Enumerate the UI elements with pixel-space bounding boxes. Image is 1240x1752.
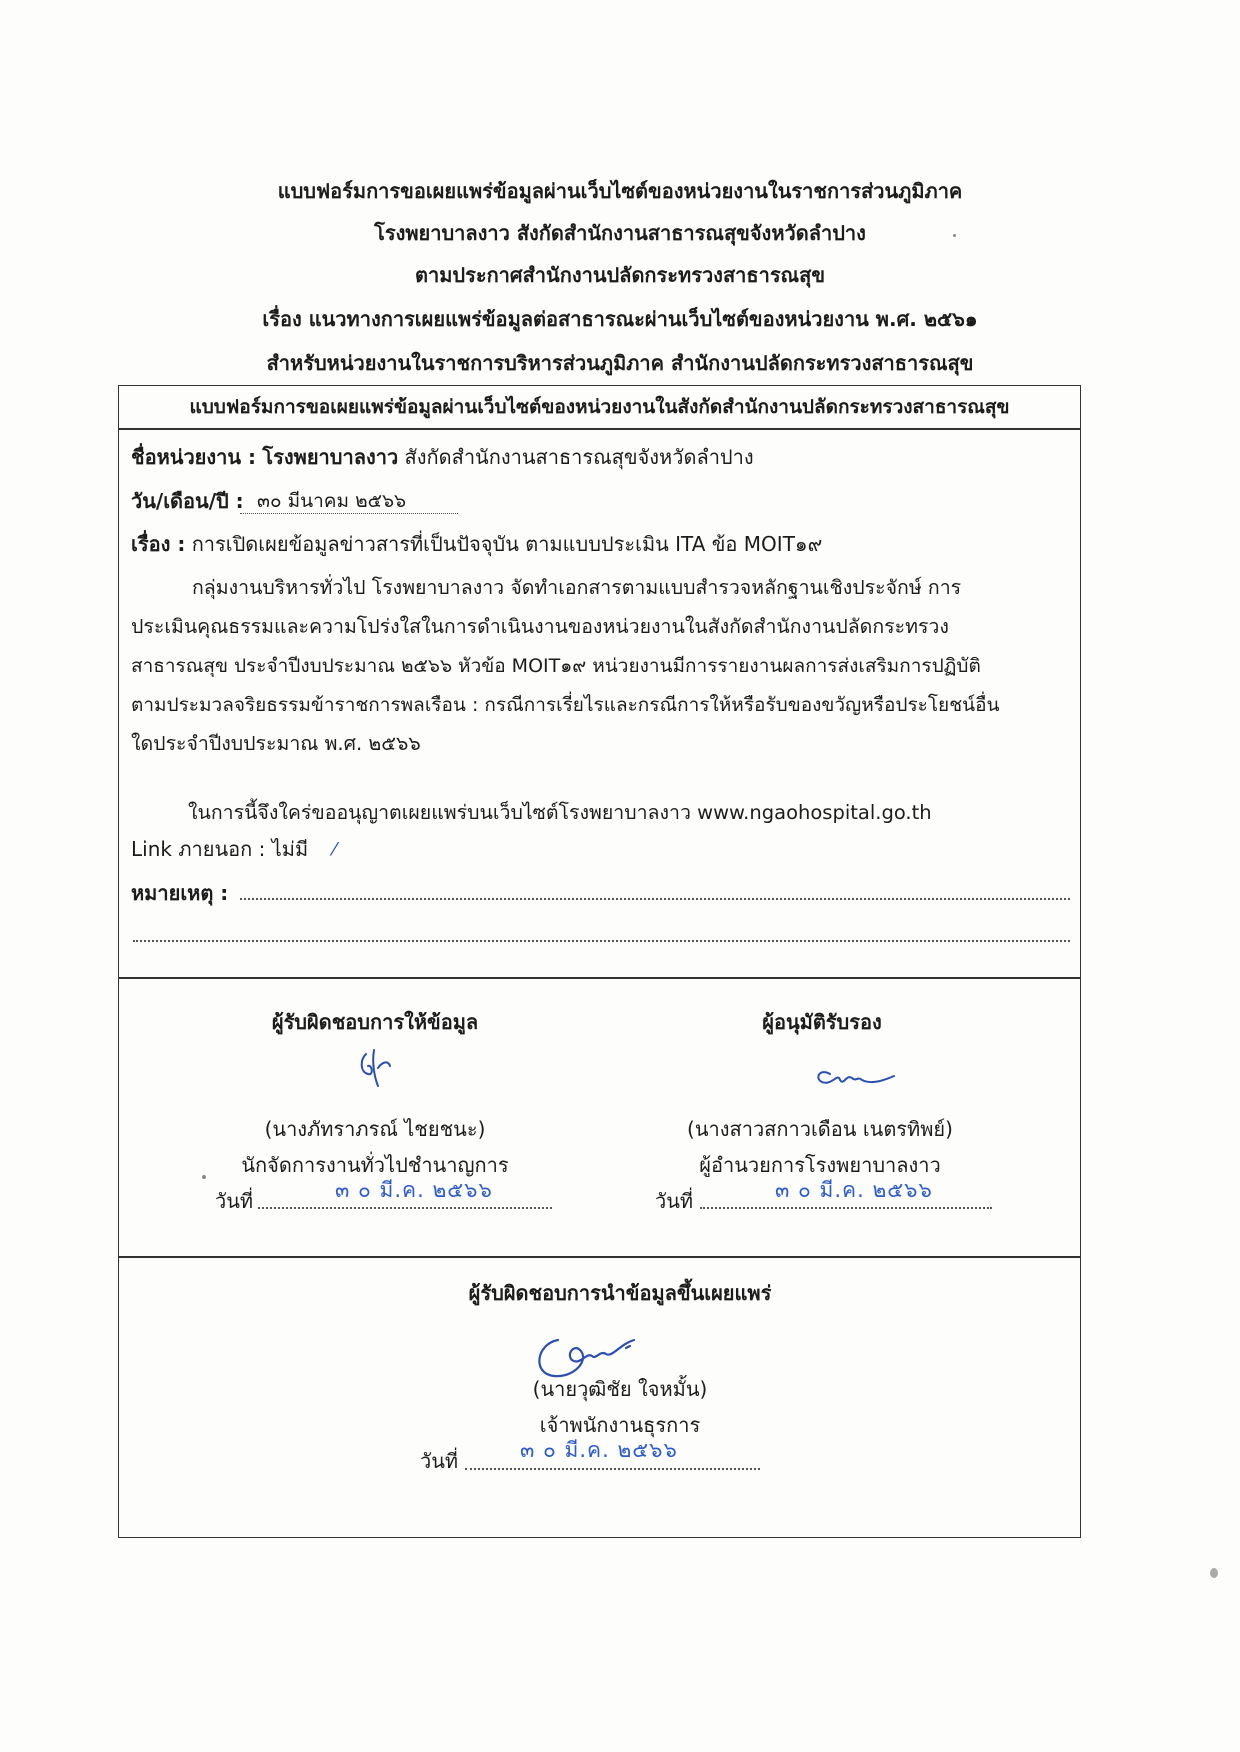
date-value: ๓๐ มีนาคม ๒๕๖๖ [257, 490, 407, 512]
body-line-4: ตามประมวลจริยธรรมข้าราชการพลเรือน : กรณีการเรี่ยไรและกรณีการให้หรือรับของขวัญหรือประโยชน์อื่น [131, 694, 1000, 716]
header-line-2: โรงพยาบาลงาว สังกัดสำนักงานสาธารณสุขจังหวัดลำปาง [374, 221, 866, 245]
remark-dotted-line-1 [240, 898, 1070, 900]
approver-heading: ผู้อนุมัติรับรอง [762, 1010, 882, 1034]
request-text: ในการนี้จึงใคร่ขออนุญาตเผยแพร่บนเว็บไซต์โรงพยาบาลงาว www.ngaohospital.go.th [188, 801, 932, 824]
subject-value: การเปิดเผยข้อมูลข่าวสารที่เป็นปัจจุบัน ตามแบบประเมิน ITA ข้อ MOIT๑๙ [191, 532, 823, 556]
link-row [131, 836, 308, 862]
provider-date-label: วันที่ [215, 1189, 254, 1213]
header-line-3: ตามประกาศสำนักงานปลัดกระทรวงสาธารณสุข [414, 263, 825, 287]
date-label: วัน/เดือน/ปี : [131, 489, 244, 513]
form-title: แบบฟอร์มการขอเผยแพร่ข้อมูลผ่านเว็บไซต์ของหน่วยงานในสังกัดสำนักงานปลัดกระทรวงสาธารณสุข [189, 396, 1010, 418]
body-line-2: ประเมินคุณธรรมและความโปร่งใสในการดำเนินงานของหน่วยงานในสังกัดสำนักงานปลัดกระทรวง [131, 615, 949, 638]
header-line-5: สำหรับหน่วยงานในราชการบริหารส่วนภูมิภาค สำนักงานปลัดกระทรวงสาธารณสุข [266, 351, 974, 375]
provider-position: นักจัดการงานทั่วไปชำนาญการ [241, 1153, 509, 1177]
approver-date-line [700, 1207, 992, 1209]
publisher-position: เจ้าพนักงานธุรการ [539, 1413, 701, 1437]
header-line-1: แบบฟอร์มการขอเผยแพร่ข้อมูลผ่านเว็บไซต์ของหน่วยงานในราชการส่วนภูมิภาค [277, 179, 963, 203]
unit-label: ชื่อหน่วยงาน : [131, 445, 257, 469]
provider-date-handwritten: ๓ ๐ มี.ค. ๒๕๖๖ [335, 1178, 493, 1202]
subject-row [131, 531, 822, 557]
provider-date-line [258, 1207, 552, 1209]
publisher-date-label: วันที่ [420, 1449, 459, 1473]
unit-value-hospital: โรงพยาบาลงาว [262, 445, 399, 469]
approver-position: ผู้อำนวยการโรงพยาบาลงาว [699, 1153, 941, 1177]
approver-date-handwritten: ๓ ๐ มี.ค. ๒๕๖๖ [775, 1178, 933, 1202]
unit-row [131, 444, 754, 470]
body-line-5: ใดประจำปีงบประมาณ พ.ศ. ๒๕๖๖ [131, 732, 421, 755]
unit-value-office: สังกัดสำนักงานสาธารณสุขจังหวัดลำปาง [404, 445, 754, 469]
approver-signature [810, 1062, 896, 1092]
header-line-4: เรื่อง แนวทางการเผยแพร่ข้อมูลต่อสาธารณะผ่านเว็บไซต์ของหน่วยงาน พ.ศ. ๒๕๖๑ [262, 307, 978, 331]
scan-speck [202, 1175, 206, 1179]
body-line-1: กลุ่มงานบริหารทั่วไป โรงพยาบาลงาว จัดทำเอกสารตามแบบสำรวจหลักฐานเชิงประจักษ์ การ [192, 576, 962, 599]
approver-name: (นางสาวสกาวเดือน เนตรทิพย์) [687, 1117, 953, 1141]
body-line-3: สาธารณสุข ประจำปีงบประมาณ ๒๕๖๖ หัวข้อ MOIT๑๙ หน่วยงานมีการรายงานผลการส่งเสริมการปฏิบัติ [131, 655, 981, 677]
remark-dotted-line-2 [133, 940, 1070, 942]
scan-speck [1210, 1568, 1218, 1578]
pen-tick-mark: ⁄ [333, 839, 337, 860]
publisher-name: (นายวุฒิชัย ใจหมั้น) [532, 1377, 708, 1401]
remark-label: หมายเหตุ : [131, 881, 229, 905]
provider-signature [356, 1046, 400, 1090]
provider-name: (นางภัทราภรณ์ ไชยชนะ) [264, 1117, 486, 1141]
publisher-date-handwritten: ๓ ๐ มี.ค. ๒๕๖๖ [520, 1438, 678, 1462]
scan-speck [953, 234, 956, 237]
provider-heading: ผู้รับผิดชอบการให้ข้อมูล [271, 1010, 479, 1034]
subject-label: เรื่อง : [131, 532, 186, 556]
link-value: ไม่มี [271, 837, 309, 861]
approver-date-label: วันที่ [655, 1189, 694, 1213]
publisher-date-line [465, 1468, 760, 1470]
link-label: Link ภายนอก : [131, 837, 266, 861]
publisher-heading: ผู้รับผิดชอบการนำข้อมูลขึ้นเผยแพร่ [468, 1281, 772, 1305]
